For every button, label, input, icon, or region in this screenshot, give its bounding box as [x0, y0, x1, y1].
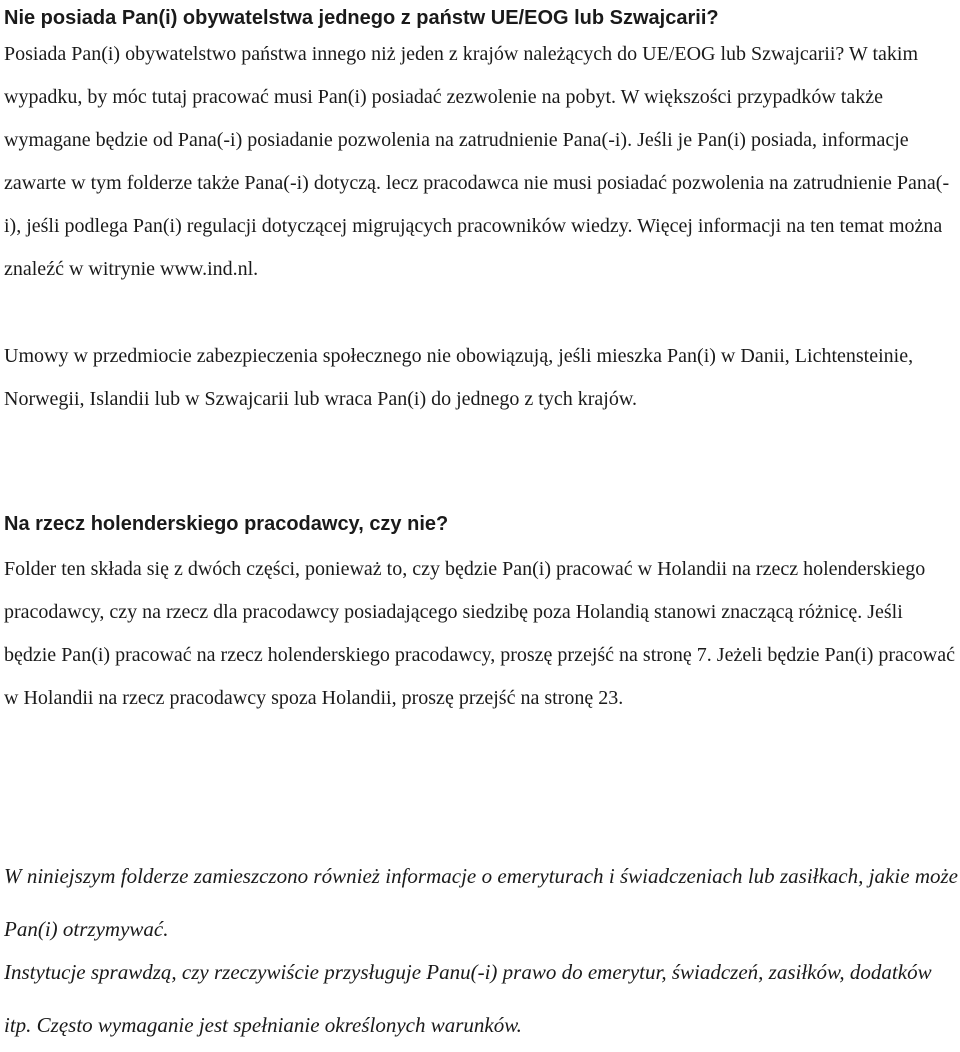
section-heading-non-eu-citizenship: Nie posiada Pan(i) obywatelstwa jednego z państw UE/EOG lub Szwajcarii? — [4, 7, 719, 29]
paragraph-pensions-benefits: W niniejszym folderze zamieszczono również informacje o emeryturach i świadczeniach lub zasiłkach, jakie może Pan(i) otrzymywać. — [4, 864, 958, 941]
paragraph-social-security-agreements: Umowy w przedmiocie zabezpieczenia społecznego nie obowiązują, jeśli mieszka Pan(i) w Danii, Lichtensteinie, Norwegii, Islandii lub w Szwajcarii lub wraca Pan(i) do jednego z tych krajów. — [4, 345, 914, 410]
paragraph-residence-permit: Posiada Pan(i) obywatelstwo państwa innego niż jeden z krajów należących do UE/EOG lub Szwajcarii? W takim wypadku, by móc tutaj pracować musi Pan(i) posiadać zezwolenie na pobyt. W większości przypadków także wymagane będzie od Pana(-i) posiadanie pozwolenia na zatrudnienie Pana(-i). Jeśli je Pan(i) posiada, informacje zawarte w tym folderze także Pana(-i) dotyczą. lecz pracodawca nie musi posiadać pozwolenia na zatrudnienie Pana(-i), jeśli podlega Pan(i) regulacji dotyczącej migrujących pracowników wiedzy. Więcej informacji na ten temat można znaleźć w witrynie www.ind.nl. — [4, 43, 950, 280]
paragraph-institutions-check: Instytucje sprawdzą, czy rzeczywiście przysługuje Panu(-i) prawo do emerytur, świadczeń, zasiłków, dodatków itp. Często wymaganie jest spełnianie określonych warunków. — [4, 960, 932, 1037]
section-heading-dutch-employer: Na rzecz holenderskiego pracodawcy, czy nie? — [4, 513, 449, 535]
paragraph-folder-parts: Folder ten składa się z dwóch części, ponieważ to, czy będzie Pan(i) pracować w Holandii na rzecz holenderskiego pracodawcy, czy na rzecz dla pracodawcy posiadającego siedzibę poza Holandią stanowi znaczącą różnicę. Jeśli będzie Pan(i) pracować na rzecz holenderskiego pracodawcy, proszę przejść na stronę 7. Jeżeli będzie Pan(i) pracować w Holandii na rzecz pracodawcy spoza Holandii, proszę przejść na stronę 23. — [4, 558, 956, 709]
